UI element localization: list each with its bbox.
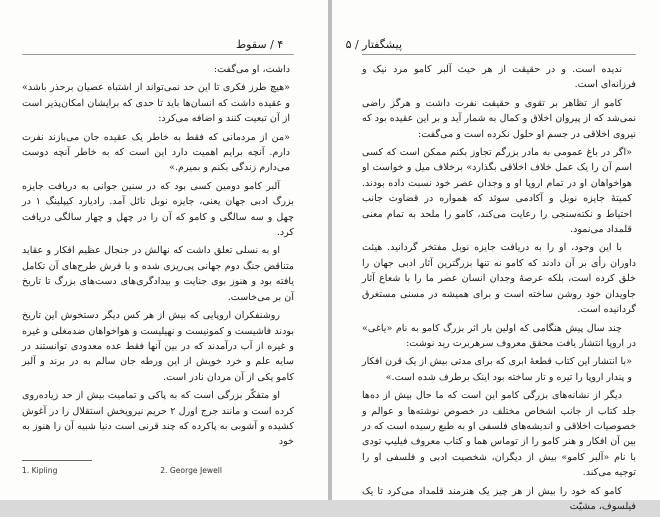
right-page-header: پیشگفتار / ۵ xyxy=(345,38,402,51)
right-paragraph: «با انتشار این کتاب قطعهٔ ابری که برای مدتی بیش از یک قرن افکار و پندار اروپا را تیره و تار ساخته بود اینک برطرف شده است.» xyxy=(362,356,632,383)
right-paragraph: با این وجود، او را به دریافت جایزه نوبل مفتخر گردانید. هیئت داوران رأی بر آن دادند که کامو نه تنها بزرگترین آثار ادبی جهان را خلق کرده است، بلکه عرصهٔ وجدان انسان عصر ما را با شعاع آثار جاویدان خود روشن ساخته است و برای همیشه در مسنی مستغرق گردانیده است. xyxy=(362,242,636,316)
left-paragraph: داشت، او می‌گفت: xyxy=(213,64,290,75)
left-paragraph: «من از مردمانی که فقط به خاطر یک عقیده جان می‌بازند نفرت دارم. آنچه برایم اهمیت دارد این است که به خاطر آنچه دوست می‌دارم زندگی بکنم و بمیرم.» xyxy=(22,131,290,174)
right-paragraph: ندیده است. و در حقیقت از هر حیث آلبر کامو مرد نیک و فرزانه‌ای است. xyxy=(362,64,636,91)
right-page xyxy=(332,0,660,512)
right-page-body xyxy=(362,62,636,517)
left-paragraph: آلبر کامو دومین کسی بود که در سنین جوانی به دریافت جایزه بزرگ ادبی جهان یعنی، جایزه نوبل نائل آمد. رادیارد کیپلینگ ۱ در چهل و سه سالگی و کامو که آن را در چهل و چهار سالگی دریافت کرد. xyxy=(22,180,294,239)
right-paragraph: کامو که خود را بیش از هر چیز یک هنرمند قلمداد می‌کرد تا یک فیلسوف، مشیّت xyxy=(362,485,636,512)
left-paragraph: روشنفکران اروپایی که بیش از هر کس دیگر دستخوش این تاریخ بودند فاشیست و کمونیست و نهیلیست و هواخواهان ضدمغلی و غیره و غیره از آب درآمدند که در بین آنها فقط عده معدودی توانستند در سایه علم و خرد خویش از این ورطه جان سالم به در برند و آلبر کامو یکی از آن مردان نادر است. xyxy=(22,310,294,383)
left-header-rule xyxy=(22,54,294,55)
left-page-header: ۴ / سقوط xyxy=(236,38,284,51)
footnote-2: 2. George Jewell xyxy=(160,466,222,475)
left-paragraph: او متفکّر بزرگی است که به پاکی و تمامیت بیش از حد زیاده‌روی کرده است و مانند جرج اورل ۲ حریم نیرویخش استقلال را در آغوش کشیده و آشوبی به پاکرده که چند قرنی است دنیا شبیه آن را هنوز به خود xyxy=(22,390,294,448)
right-paragraph: دیگر از نشانه‌های بزرگی کامو این است که ما حال بیش از ده‌ها جلد کتاب از جانب اشخاص مختلف در خصوص نوشته‌ها و عوالم و خصوصیات اخلاقی و اندیشه‌های فلسفی او به طبع رسیده است که در بین آن افکار و هنر کامو را از توماس هما و کتاب معروف فیلیپ تودی با نام «آلبر کامو» بیش از دیگران، شخصیت ادبی و فلسفی او را توجیه می‌کند. xyxy=(362,390,636,479)
right-paragraph: چند سال پیش هنگامی که اولین بار اثر بزرگ کامو به نام «یاغی» در اروپا انتشار یافت محقق معروف سرهربرت رید نوشت: xyxy=(362,322,636,349)
right-paragraph: کامو از تظاهر بر تقوی و حقیقت نفرت داشت و هرگز راضی نمی‌شد که از پیروان اخلاق و کمال به شمار آید و بر این عقیده بود که نیروی اخلاقی در جسم او حلول نکرده است و می‌گفت: xyxy=(362,97,636,140)
footnotes xyxy=(22,460,294,475)
left-paragraph: «هیچ طرز فکری تا این حد نمی‌تواند از اشتباه عصیان برحذر باشد» و عقیده داشت که انسان‌ها باید تا حدی که برایشان امکان‌پذیر است از آن تبعیت کنند و اضافه می‌کرد: xyxy=(22,82,290,125)
left-paragraph: او به نسلی تعلق داشت که نهالش در جنجال عظیم افکار و عقاید متناقض جنگ دوم جهانی پی‌ریزی شده و با فرش طرح‌های آن تکامل یافته بود و هنوز بوی جنایت و بیدادگری‌های دست‌های بزرگ تا تاریخ آن بر می‌خاست. xyxy=(22,245,294,303)
right-paragraph: «اگر در باغ عمومی به مادر بزرگم تجاوز بکنم ممکن است که کسی اسم آن را یک عمل خلاف اخلاقی بگذارد» برخلاف میل و خواست او هواخواهان او در تمام اروپا او و وجدان عصر خود نسبت داده بودند. کمیتهٔ جایزه نوبل و آکادمی سوئد که همواره در قضاوت جانب احتیاط و نکته‌سنجی را رعایت می‌کند، کامو را ملحد به تمام معنی قلمداد می‌نمود. xyxy=(362,147,632,236)
right-header-rule xyxy=(362,54,636,55)
footnote-rule xyxy=(22,460,92,461)
left-page-body xyxy=(22,62,294,453)
footnote-1: 1. Kipling xyxy=(22,466,58,475)
left-page xyxy=(0,0,328,500)
